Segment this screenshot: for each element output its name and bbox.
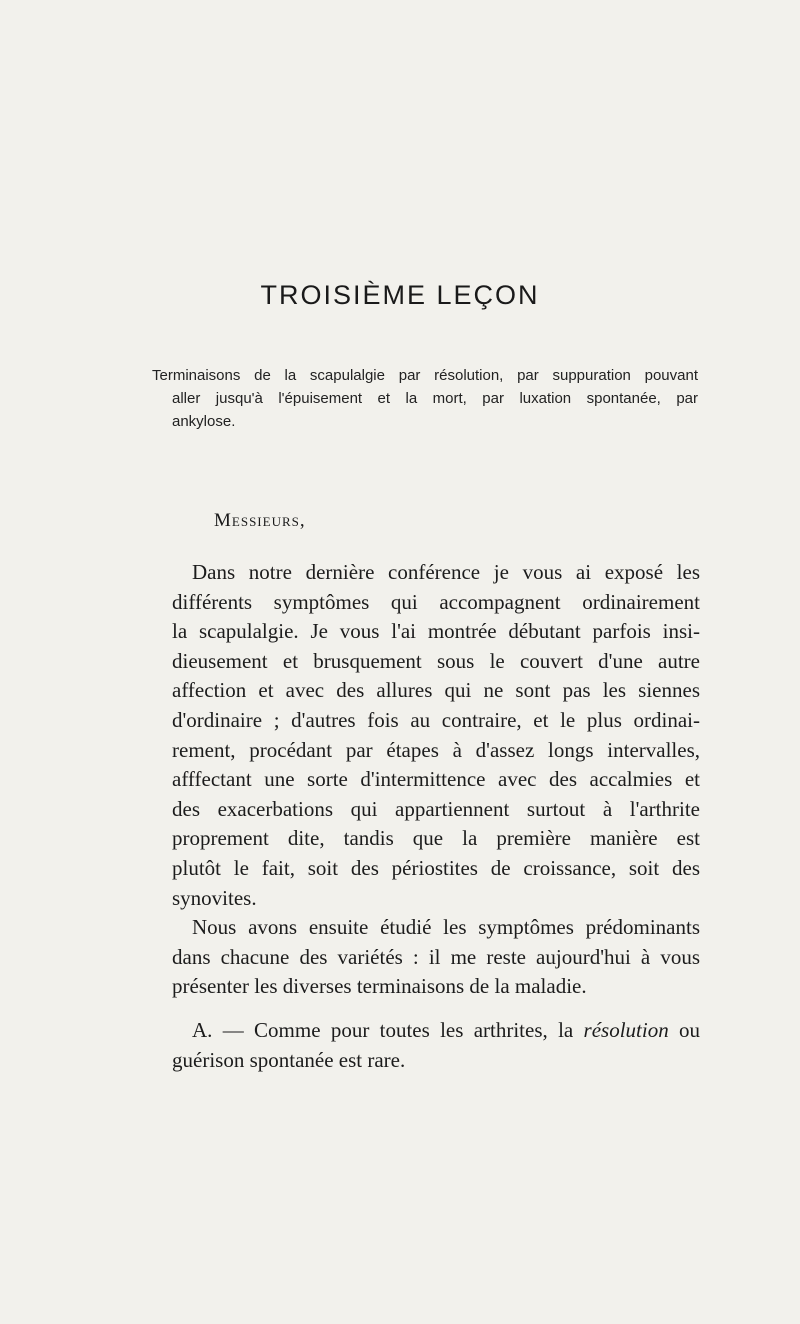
salutation: Messieurs, <box>214 510 306 531</box>
summary-line: ankylose. <box>172 413 236 430</box>
text-line: rement, procédant par étapes à d'assez longs intervalles, <box>172 737 700 762</box>
text-line <box>172 1016 700 1046</box>
summary-line: aller jusqu'à l'épuisement et la mort, par luxation spontanée, par <box>172 390 698 407</box>
text-line: dieusement et brusquement sous le couvert d'une autre <box>172 648 700 673</box>
summary-line: Terminaisons de la scapulalgie par résolution, par suppuration pouvant <box>152 367 698 384</box>
text-line: d'ordinaire ; d'autres fois au contraire, et le plus ordinai- <box>172 707 700 732</box>
emphasis-resolution: résolution <box>583 1017 669 1042</box>
text-line: synovites. <box>172 885 257 910</box>
text-line: guérison spontanée est rare. <box>172 1047 406 1072</box>
text-line: dans chacune des variétés : il me reste aujourd'hui à vous <box>172 944 700 969</box>
text-line: la scapulalgie. Je vous l'ai montrée débutant parfois insi- <box>172 619 700 644</box>
body-text <box>172 558 700 1075</box>
text-line: afffectant une sorte d'intermittence avec des accalmies et <box>172 767 700 792</box>
text-run: A. — Comme pour toutes les arthrites, la <box>192 1017 584 1042</box>
text-line: des exacerbations qui appartiennent surtout à l'arthrite <box>172 796 700 821</box>
chapter-summary <box>152 364 698 433</box>
text-line: plutôt le fait, soit des périostites de croissance, soit des <box>172 855 700 880</box>
text-line: Nous avons ensuite étudié les symptômes prédominants <box>192 915 700 940</box>
text-line: différents symptômes qui accompagnent ordinairement <box>172 589 700 614</box>
paragraph-2 <box>172 913 700 1002</box>
chapter-title: TROISIÈME LEÇON <box>260 280 540 310</box>
text-line: présenter les diverses terminaisons de la maladie. <box>172 974 587 999</box>
text-run: ou <box>668 1017 701 1042</box>
paragraph-1 <box>172 558 700 913</box>
paragraph-gap <box>172 1002 700 1016</box>
text-line: affection et avec des allures qui ne sont pas les siennes <box>172 678 700 703</box>
paragraph-3 <box>172 1016 700 1075</box>
text-line: Dans notre dernière conférence je vous ai exposé les <box>192 560 700 584</box>
text-line: proprement dite, tandis que la première manière est <box>172 826 700 851</box>
